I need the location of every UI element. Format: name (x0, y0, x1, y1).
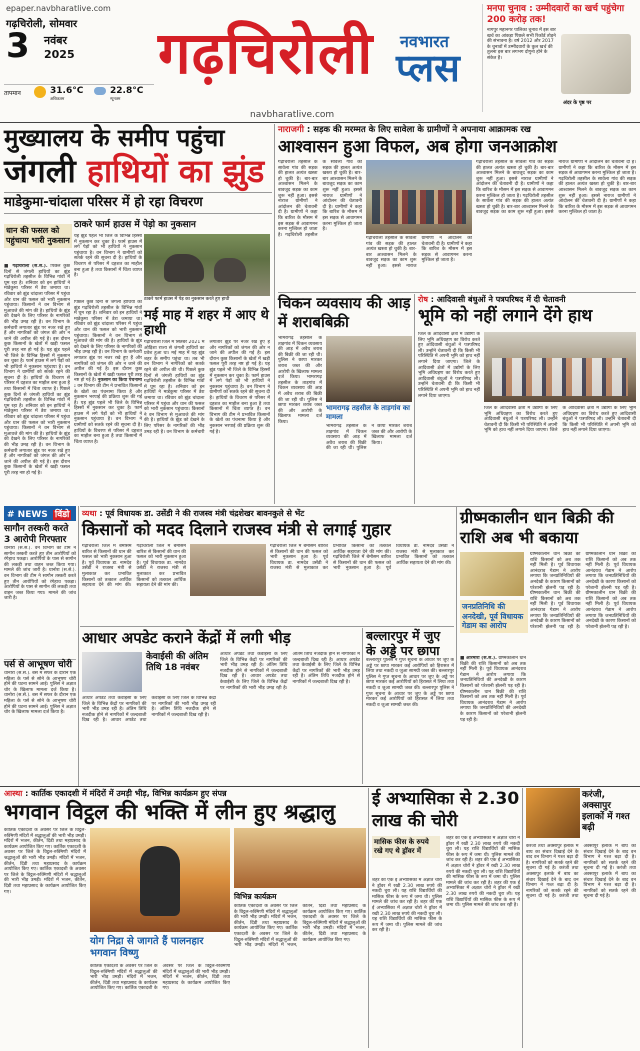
elephant-title-part-b: हाथियों का झुंड (86, 152, 265, 190)
news-item1-text-a: धानोरा (स.से.). वन विभाग की टीम ने सागौन तस्करी करते हुए तीन आरोपियों को रंगेहाथ पकड़ा। आरोपियों के पास से सागौन की लकड़ी तथा वाहन जब्त किया गया। मामले की जांच जारी है। (4, 546, 76, 574)
news-window-label: # NEWS (7, 510, 48, 520)
promo-text: नागपुर महानगर पालिका चुनाव में इस बार खर्च का आंकड़ा पिछले सभी रिकॉर्ड तोड़ने की संभावना है। वर्ष 2012 और 2017 के चुनावों में उम्मीदवारों के कुल खर्च की तुलना इस बार लगभग दोगुना होने के संकेत हैं। (487, 28, 556, 61)
theft-text-c: शहर की एक ई अभ्यासिका में अज्ञात चोरों ने ड्रॉवर में रखी 2.30 लाख रुपये की नकदी चुरा ली। यह राशि विद्यार्थियों की मासिक फीस के रूप में जमा थी। पुलिस मामले की जांच कर रही है। (446, 836, 520, 864)
aadhar-text-d: आधार अपडेट तथा केवाईसी के लिए जिले के विभिन्न केंद्रों पर नागरिकों की भारी भीड़ उमड़ रही है। अंतिम तिथि नजदीक होने से नागरिकों में जल्दबाजी दिख रही है। (220, 652, 360, 691)
naraji-text-b: गढ़चिरोली तहसील के सावेला गांव की सड़क की हालत अत्यंत खस्ता हो चुकी है। बार-बार आश्वासन मिलने के बावजूद सड़क का काम शुरू नहीं हुआ। इससे नाराज ग्रामीणों ने आंदोलन की चेतावनी दी है। ग्रामीणों ने कहा कि बारिश के मौसम में इस सड़क से आवागमन करना मुश्किल हो जाता है। (285, 160, 362, 238)
naraji-body-b (366, 236, 472, 288)
aadhar-side-box (146, 652, 216, 674)
weather-label: तापमान (4, 90, 21, 97)
aadhar-photo (82, 652, 142, 692)
theft-sub: मासिक फीस के रुपये रखे गए थे ड्रॉवर में (374, 838, 429, 855)
dhan-text-d: ग्रीष्मकालीन धान बिक्री की राशि किसानों को अब तक नहीं मिली है। पूर्व विधायक आनंदराव गेडाम ने आरोप लगाया कि जनप्रतिनिधियों की अनदेखी के कारण किसानों को परेशानी झेलनी पड़ रही है। (530, 591, 581, 630)
farmers-body-a (82, 544, 186, 624)
adivasi-kicker: रोष (418, 295, 428, 304)
date-year: 2025 (44, 48, 75, 61)
elephant-photo (144, 234, 270, 296)
dhan-story (460, 508, 636, 782)
naraji-story (278, 124, 636, 292)
promo-headline: मनपा चुनाव : उम्मीदवारों का खर्च पहुंचेगा 200 करोड़ तक! (487, 4, 625, 25)
brand-bottom: प्लस (396, 46, 460, 90)
aadhar-story (82, 628, 360, 784)
may-head: मई माह में शहर में आए थे हाथी (144, 308, 269, 338)
elephant-body-b (74, 234, 142, 294)
news-item2-text-a: धानोरा (स.से.). बस में सफर के दौरान एक महिला के पर्स से सोने के आभूषण चोरी होने की घटना सामने आई। पुलिस ने अज्ञात चोर के खिलाफ मामला दर्ज किया है। (4, 671, 76, 693)
idol-shape (140, 846, 180, 916)
naraji-text-d: गढ़चिरोली तहसील के सावेला गांव की सड़क की हालत अत्यंत खस्ता हो चुकी है। बार-बार आश्वासन मिलने के बावजूद सड़क का काम शुरू नहीं हुआ। इससे नाराज ग्रामीणों ने आंदोलन की चेतावनी दी है। ग्रामीणों ने कहा कि बारिश के मौसम में इस सड़क से आवागमन करना मुश्किल हो जाता है। (476, 160, 554, 199)
farmers-text-a: गढ़चिरोली जिले में बेमौसम बारिश से किसानों की धान की फसल को भारी नुकसान हुआ है। पूर्व विधायक डा. नामदेव उसेंडी ने राजस्व मंत्री से मुलाकात कर प्रभावित किसानों को तत्काल आर्थिक सहायता देने की मांग की। (82, 544, 132, 589)
loss-text: वन विभाग की टीम ने प्रभावित किसानों के खेतों का पंचनामा किया है और नुकसान भरपाई की प्रक्रिया शुरू की गई है। (74, 383, 142, 406)
promo-box (482, 4, 640, 112)
naraji-kicker-line (278, 124, 636, 136)
adivasi-story (418, 294, 636, 504)
ballarpur-title: बल्लारपुर में जुए के अड्डे पर छापा (366, 628, 441, 658)
aadhar-title: आधार अपडेट कराने केंद्रों में लगी भीड़ (82, 629, 291, 647)
farmers-photo (190, 544, 266, 596)
dhan-text-f: ग्रीष्मकालीन धान बिक्री की राशि किसानों को अब तक नहीं मिली है। पूर्व विधायक आनंदराव गेडाम ने आरोप लगाया कि जनप्रतिनिधियों की अनदेखी के कारण किसानों को परेशानी झेलनी पड़ रही है। (585, 591, 636, 630)
vitthal-body-b (90, 964, 230, 1044)
elephant-byline: ■ गढ़चिरोली (स.से.). (4, 264, 48, 269)
news-item1-head: सागौन तस्करी करते 3 आरोपी गिरफ्तार (4, 524, 69, 545)
weather-box (4, 84, 154, 103)
adivasi-body-a (418, 332, 480, 500)
farmers-title: किसानों को मदद दिलाने राजस्व मंत्री से लगाई गुहार (82, 520, 391, 539)
naraji-body-a (278, 160, 362, 288)
karanji-text-b: करंजी तथा अक्सापुर इलाके में बाघ का संचार दिखाई देने के बाद वन विभाग ने गश्त बढ़ा दी है। नागरिकों को सतर्क रहने की सूचना दी गई है। (526, 866, 579, 900)
elephant-body-c-text: पिछले कुछ दिनों से जंगली हाथियों का झुंड गढ़चिरोली तहसील के विभिन्न गांवों में घूम रहा है। शनिवार को इन हाथियों ने माडेकुमा परिसर में डेरा जमाया था। रविवार को झुंड चांदाला परिसर में पहुंचा और धान की फसल को भारी नुकसान पहुंचाया। किसानों ने वन विभाग से मुआवजे की मांग की है। हाथियों के झुंड को देखने के लिए परिसर के नागरिकों की भीड़ उमड़ रही है। वन विभाग के कर्मचारी लगातार झुंड पर नजर रखे हुए हैं और नागरिकों को जंगल की ओर न जाने की अपील की गई है। इस दौरान कुछ किसानों के खेतों में खड़ी फसल पूरी तरह नष्ट हो गई है। (74, 300, 142, 384)
naraji-text-f: गढ़चिरोली तहसील के सावेला गांव की सड़क की हालत अत्यंत खस्ता हो चुकी है। बार-बार आश्वासन मिलने के बावजूद सड़क का काम शुरू नहीं हुआ। इससे नाराज ग्रामीणों ने आंदोलन की चेतावनी दी है। ग्रामीणों ने कहा कि बारिश के मौसम में इस सड़क से आवागमन करना मुश्किल हो जाता है। (558, 176, 636, 216)
chicken-photo (326, 336, 412, 402)
vitthal-text-a: कार्तिक एकादशी के अवसर पर जिले के विट्ठल-रुक्मिणी मंदिरों में श्रद्धालुओं की भारी भीड़ उमड़ी। मंदिरों में भजन, कीर्तन, दिंडी तथा महाप्रसाद के कार्यक्रम आयोजित किए गए। (4, 828, 86, 850)
paddy-side-box (4, 224, 72, 248)
adivasi-text-b: जिले के आदिवासी क्षेत्रों में उद्योगों के लिए भूमि अधिग्रहण का विरोध करते हुए आदिवासी बंधुओं ने पत्रपरिषद ली। उन्होंने चेतावनी दी कि किसी भी परिस्थिति में अपनी भूमि को हाथ नहीं लगाने दिया जाएगा। (418, 359, 480, 399)
elephant-title-line2 (4, 152, 272, 190)
elephant-deck: ठाकरे फार्म हाउस में पेड़ो का नुकसान (74, 220, 196, 230)
adivasi-text-d: जिले के आदिवासी क्षेत्रों में उद्योगों के लिए भूमि अधिग्रहण का विरोध करते हुए आदिवासी बंधुओं ने पत्रपरिषद ली। उन्होंने चेतावनी दी कि किसी भी परिस्थिति में अपनी भूमि को हाथ नहीं लगाने दिया जाएगा। (549, 406, 636, 434)
theft-text-d: शहर की एक ई अभ्यासिका में अज्ञात चोरों ने ड्रॉवर में रखी 2.30 लाख रुपये की नकदी चुरा ली। यह राशि विद्यार्थियों की मासिक फीस के रूप में जमा थी। पुलिस मामले की जांच कर रही है। (446, 858, 520, 886)
adivasi-text-c: जिले के आदिवासी क्षेत्रों में उद्योगों के लिए भूमि अधिग्रहण का विरोध करते हुए आदिवासी बंधुओं ने पत्रपरिषद ली। उन्होंने चेतावनी दी कि किसी भी परिस्थिति में अपनी भूमि को हाथ नहीं लगाने दिया जाएगा। (484, 406, 558, 434)
vitthal-kicker: आस्था (4, 789, 23, 798)
ballarpur-story (366, 628, 454, 784)
temp-max-label: अधिकतम (50, 96, 65, 101)
sun-icon (34, 86, 46, 98)
aadhar-text-c: आधार अपडेट तथा केवाईसी के लिए जिले के विभिन्न केंद्रों पर नागरिकों की भारी भीड़ उमड़ रही है। अंतिम तिथि नजदीक होने से नागरिकों में जल्दबाजी दिख रही है। (220, 652, 288, 680)
karanji-text-c: करंजी तथा अक्सापुर इलाके में बाघ का संचार दिखाई देने के बाद वन विभाग ने गश्त बढ़ा दी है। नागरिकों को सतर्क रहने की सूचना दी गई है। (559, 844, 636, 900)
chicken-text-a: भामरागढ़ तहसील के ताड़गांव में चिकन व्यवसाय की आड़ में अवैध शराब की बिक्री की जा रही थी। पुलिस ने छापा मारकर शराब जब्त की और आरोपी के खिलाफ मामला दर्ज किया। (278, 336, 322, 381)
karanji-body (526, 844, 636, 1044)
promo-more: अंदर के पृष्ठ पर (563, 100, 592, 106)
naraji-text-e: गढ़चिरोली तहसील के सावेला गांव की सड़क की हालत अत्यंत खस्ता हो चुकी है। बार-बार आश्वासन मिलने के बावजूद सड़क का काम शुरू नहीं हुआ। इससे नाराज ग्रामीणों ने आंदोलन की चेतावनी दी है। ग्रामीणों ने कहा कि बारिश के मौसम में इस सड़क से आवागमन करना मुश्किल हो जाता है। (476, 160, 636, 216)
adivasi-text-a: जिले के आदिवासी क्षेत्रों में उद्योगों के लिए भूमि अधिग्रहण का विरोध करते हुए आदिवासी बंधुओं ने पत्रपरिषद ली। उन्होंने चेतावनी दी कि किसी भी परिस्थिति में अपनी भूमि को हाथ नहीं लगाने दिया जाएगा। (418, 332, 480, 365)
vitthal-photo-2 (234, 828, 366, 888)
vitthal-kicker-line (4, 788, 366, 799)
news-window-label2: विंडो (54, 510, 70, 520)
vitthal-text-f: कार्तिक एकादशी के अवसर पर जिले के विट्ठल-रुक्मिणी मंदिरों में श्रद्धालुओं की भारी भीड़ उमड़ी। मंदिरों में भजन, कीर्तन, दिंडी तथा महाप्रसाद के कार्यक्रम आयोजित किए गए। (234, 904, 298, 932)
dhan-text-b: ग्रीष्मकालीन धान बिक्री की राशि किसानों को अब तक नहीं मिली है। पूर्व विधायक आनंदराव गेडाम ने आरोप लगाया कि जनप्रतिनिधियों की अनदेखी के कारण किसानों को परेशानी झेलनी पड़ रही है। (460, 689, 526, 723)
people-shape (492, 358, 628, 396)
vitthal-body-c (234, 904, 366, 1044)
may-text-a: गढ़चिरोली जिले में सितंबर 2021 में ओड़िशा राज्य से जंगली हाथियों का प्रवेश हुआ था। मई माह में यह झुंड शहर के समीप पहुंचा था। तब भी वन विभाग ने नागरिकों को सतर्क रहने की अपील की थी। (144, 340, 205, 373)
elephant-photo-caption: ठाकरे फार्म हाउस में पेड़ का नुकसान करते हुए हाथी (144, 297, 230, 302)
news-item2-text (4, 671, 76, 771)
vitthal-story (4, 788, 366, 1048)
farmers-kicker: व्यथा (82, 509, 97, 518)
temp-min: 22.8°C (110, 86, 144, 96)
farmers-lead: : पूर्व विधायक डा. उसेंडी ने की राजस्व मंत्री चंद्रशेखर बावनकुले से भेंट (96, 509, 305, 518)
ballarpur-text-a: बल्लारपुर पुलिस ने गुप्त सूचना के आधार पर जुए के अड्डे पर छापा मारकर कई आरोपियों को हिरासत में लिया तथा नकदी व जुआ सामग्री जब्त की। (366, 658, 454, 675)
brand-top: नवभारत (400, 32, 449, 51)
aadhar-body-a (82, 696, 216, 784)
elephant-title-part-a: जंगली (4, 152, 87, 190)
naraji-lead: : सड़क की मरम्मत के लिए सावेला के ग्रामीणों ने अपनाया आक्रामक रख (303, 125, 531, 135)
vitthal-side-head: विभिन्न कार्यक्रम (234, 892, 277, 901)
elephant-body-b2: यह झुंड पहले भी जिले के विभिन्न हिस्सों में नुकसान कर चुका है। फार्म हाउस में लगे पेड़ों को भी हाथियों ने नुकसान पहुंचाया है। वन विभाग ने ग्रामीणों को सतर्क रहने की सूचना दी है। हाथियों के विचरण से परिसर में दहशत का माहौल बना हुआ है तथा किसानों में चिंता व्याप्त है। (74, 234, 142, 279)
may-text-b: पिछले कुछ दिनों से जंगली हाथियों का झुंड गढ़चिरोली तहसील के विभिन्न गांवों में घूम रहा है। शनिवार को इन हाथियों ने माडेकुमा परिसर में डेरा जमाया था। रविवार को झुंड चांदाला परिसर में पहुंचा और धान की फसल को भारी नुकसान पहुंचाया। किसानों ने वन विभाग से मुआवजे की मांग की है। हाथियों के झुंड को देखने के लिए परिसर के नागरिकों की भीड़ उमड़ रही है। वन विभाग के कर्मचारी लगातार झुंड पर नजर रखे हुए हैं और नागरिकों को जंगल की ओर न जाने की अपील की गई है। इस दौरान कुछ किसानों के खेतों में खड़ी फसल पूरी तरह नष्ट हो गई है। (144, 340, 270, 435)
naraji-photo (366, 160, 472, 234)
dhan-body-b (530, 552, 636, 782)
site-url[interactable]: navbharatlive.com (250, 110, 335, 120)
adivasi-lead: : आदिवासी बंधुओं ने पत्रपरिषद में दी चेतावनी (427, 295, 566, 304)
chicken-text-c: भामरागढ़ तहसील के ताड़गांव में चिकन व्यवसाय की आड़ में अवैध शराब की बिक्री की जा रही थी। पुलिस ने छापा मारकर शराब जब्त की और आरोपी के खिलाफ मामला दर्ज किया। (326, 424, 412, 452)
vitthal-subtitle: योग निद्रा से जागते हैं पालनहार भगवान विष्णु (90, 936, 204, 959)
chicken-body-a (278, 336, 322, 500)
elephant-title-line1: मुख्यालय के समीप पहुंचा (4, 124, 225, 152)
news-window-header (4, 506, 76, 521)
vitthal-title: भगवान विट्ठल की भक्ति में लीन हुए श्रद्धालु (4, 800, 336, 824)
theft-body-a (372, 878, 442, 1044)
aadhar-text-b: आधार अपडेट तथा केवाईसी के लिए जिले के विभिन्न केंद्रों पर नागरिकों की भारी भीड़ उमड़ रही है। अंतिम तिथि नजदीक होने से नागरिकों में जल्दबाजी दिख रही है। (110, 696, 216, 724)
theft-text-e: शहर की एक ई अभ्यासिका में अज्ञात चोरों ने ड्रॉवर में रखी 2.30 लाख रुपये की नकदी चुरा ली। यह राशि विद्यार्थियों की मासिक फीस के रूप में जमा थी। पुलिस मामले की जांच कर रही है। (446, 880, 520, 909)
chicken-text-b: भामरागढ़ तहसील के ताड़गांव में चिकन व्यवसाय की आड़ में अवैध शराब की बिक्री की जा रही थी। पुलिस ने छापा मारकर शराब जब्त की और आरोपी के खिलाफ मामला दर्ज किया। (278, 375, 322, 425)
vitthal-text-e: कार्तिक एकादशी के अवसर पर जिले के विट्ठल-रुक्मिणी मंदिरों में श्रद्धालुओं की भारी भीड़ उमड़ी। मंदिरों में भजन, कीर्तन, दिंडी तथा महाप्रसाद के कार्यक्रम आयोजित किए गए। (124, 964, 230, 992)
aadhar-body-b (220, 652, 360, 784)
ballarpur-text-c: बल्लारपुर पुलिस ने गुप्त सूचना के आधार पर जुए के अड्डे पर छापा मारकर कई आरोपियों को हिरासत में लिया तथा नकदी व जुआ सामग्री जब्त की। (366, 685, 454, 708)
elephant-body-a-text: पिछले कुछ दिनों से जंगली हाथियों का झुंड गढ़चिरोली तहसील के विभिन्न गांवों में घूम रहा है। शनिवार को इन हाथियों ने माडेकुमा परिसर में डेरा जमाया था। रविवार को झुंड चांदाला परिसर में पहुंचा और धान की फसल को भारी नुकसान पहुंचाया। किसानों ने वन विभाग से मुआवजे की मांग की है। हाथियों के झुंड को देखने के लिए परिसर के नागरिकों की भीड़ उमड़ रही है। वन विभाग के कर्मचारी लगातार झुंड पर नजर रखे हुए हैं और नागरिकों को जंगल की ओर न जाने की अपील की गई है। इस दौरान कुछ किसानों के खेतों में खड़ी फसल पूरी तरह नष्ट हो गई है। (4, 264, 70, 353)
dhan-text-c: ग्रीष्मकालीन धान बिक्री की राशि किसानों को अब तक नहीं मिली है। पूर्व विधायक आनंदराव गेडाम ने आरोप लगाया कि जनप्रतिनिधियों की अनदेखी के कारण किसानों को परेशानी झेलनी पड़ रही है। (530, 552, 581, 591)
naraji-title: आश्वासन हुआ विफल, अब होगा जनआक्रोश (278, 137, 557, 157)
adivasi-photo (484, 332, 636, 402)
elephant-shape-2 (214, 258, 246, 282)
theft-text-b: शहर की एक ई अभ्यासिका में अज्ञात चोरों ने ड्रॉवर में रखी 2.30 लाख रुपये की नकदी चुरा ली। यह राशि विद्यार्थियों की मासिक फीस के रूप में जमा थी। पुलिस मामले की जांच कर रही है। (372, 900, 442, 934)
date-month: नवंबर (44, 34, 68, 47)
chicken-caption: भामरागढ़ तहसील के ताड़गांव का मामला (326, 404, 410, 421)
naraji-body-c (476, 160, 636, 288)
elephant-body-a-repeat: पिछले कुछ दिनों से जंगली हाथियों का झुंड गढ़चिरोली तहसील के विभिन्न गांवों में घूम रहा है। शनिवार को इन हाथियों ने माडेकुमा परिसर में डेरा जमाया था। रविवार को झुंड चांदाला परिसर में पहुंचा और धान की फसल को भारी नुकसान पहुंचाया। किसानों ने वन विभाग से मुआवजे की मांग की है। हाथियों के झुंड को देखने के लिए परिसर के नागरिकों की भीड़ उमड़ रही है। वन विभाग के कर्मचारी लगातार झुंड पर नजर रखे हुए हैं और नागरिकों को जंगल की ओर न जाने की अपील की गई है। इस दौरान कुछ किसानों के खेतों में खड़ी फसल पूरी तरह नष्ट हो गई है। (4, 387, 70, 476)
temp-max: 31.6°C (50, 86, 84, 96)
news-window (4, 506, 76, 786)
news-item2-text-b: धानोरा (स.से.). बस में सफर के दौरान एक महिला के पर्स से सोने के आभूषण चोरी होने की घटना सामने आई। पुलिस ने अज्ञात चोर के खिलाफ मामला दर्ज किया है। (4, 693, 76, 716)
chicken-story (278, 294, 412, 504)
adivasi-body-b (484, 406, 636, 500)
farmers-text-d: गढ़चिरोली जिले में बेमौसम बारिश से किसानों की धान की फसल को भारी नुकसान हुआ है। पूर्व विधायक डा. नामदेव उसेंडी ने राजस्व मंत्री से मुलाकात कर प्रभावित किसानों को तत्काल आर्थिक सहायता देने की मांग की। (333, 544, 454, 572)
theft-story (372, 788, 520, 1048)
vitthal-text-d: कार्तिक एकादशी के अवसर पर जिले के विट्ठल-रुक्मिणी मंदिरों में श्रद्धालुओं की भारी भीड़ उमड़ी। मंदिरों में भजन, कीर्तन, दिंडी तथा महाप्रसाद के कार्यक्रम आयोजित किए गए। (90, 964, 158, 992)
naraji-text-a: गढ़चिरोली तहसील के सावेला गांव की सड़क की हालत अत्यंत खस्ता हो चुकी है। बार-बार आश्वासन मिलने के बावजूद सड़क का काम शुरू नहीं हुआ। इससे नाराज ग्रामीणों ने आंदोलन की चेतावनी दी है। ग्रामीणों ने कहा कि बारिश के मौसम में इस सड़क से आवागमन करना मुश्किल हो जाता है। (278, 160, 318, 238)
dhan-side: जनप्रतिनिधि की अनदेखी, पूर्व विधायक गेडाम का आरोप (462, 602, 524, 630)
newspaper-title: गढ़चिरोली (158, 19, 374, 87)
paddy-side-head: धान की फसल को पहुंचाया भारी नुकसान (6, 226, 70, 245)
crowd-shape (372, 190, 466, 224)
dhan-photo (460, 552, 524, 596)
karanji-text-d: करंजी तथा अक्सापुर इलाके में बाघ का संचार दिखाई देने के बाद वन विभाग ने गश्त बढ़ा दी है। नागरिकों को सतर्क रहने की सूचना दी गई है। (583, 866, 636, 900)
dhan-title: ग्रीष्मकालीन धान बिक्री की राशि अब भी बकाया (460, 508, 614, 547)
elephant-body-c2: यह झुंड पहले भी जिले के विभिन्न हिस्सों में नुकसान कर चुका है। फार्म हाउस में लगे पेड़ों को भी हाथियों ने नुकसान पहुंचाया है। वन विभाग ने ग्रामीणों को सतर्क रहने की सूचना दी है। हाथियों के विचरण से परिसर में दहशत का माहौल बना हुआ है तथा किसानों में चिंता व्याप्त है। (74, 400, 142, 445)
elephant-shape (164, 254, 204, 282)
aadhar-side: केवाईसी की अंतिम तिथि 18 नवंबर (146, 652, 209, 673)
farmers-body-b (270, 544, 454, 624)
dhan-byline: ■ आरमोरी (स.से.). (460, 656, 497, 661)
karanji-story (526, 788, 636, 1048)
masthead (0, 0, 640, 130)
farmers-story (82, 508, 454, 624)
date-day: 3 (6, 26, 30, 66)
naraji-kicker: नाराजगी (278, 125, 304, 135)
theft-title: ई अभ्यासिका से 2.30 लाख की चोरी (372, 789, 520, 831)
karanji-text-a: करंजी तथा अक्सापुर इलाके में बाघ का संचार दिखाई देने के बाद वन विभाग ने गश्त बढ़ा दी है। नागरिकों को सतर्क रहने की सूचना दी गई है। (526, 844, 579, 872)
adivasi-kicker-line (418, 294, 636, 305)
dhan-body-a (460, 656, 526, 782)
ballarpur-body (366, 658, 454, 766)
ballarpur-text-b: बल्लारपुर पुलिस ने गुप्त सूचना के आधार पर जुए के अड्डे पर छापा मारकर कई आरोपियों को हिरासत में लिया तथा नकदी व जुआ सामग्री जब्त की। (366, 669, 454, 691)
chicken-title: चिकन व्यवसाय की आड़ में शराबबिक्री (278, 294, 411, 331)
farmers-text-b: गढ़चिरोली जिले में बेमौसम बारिश से किसानों की धान की फसल को भारी नुकसान हुआ है। पूर्व विधायक डा. नामदेव उसेंडी ने राजस्व मंत्री से मुलाकात कर प्रभावित किसानों को तत्काल आर्थिक सहायता देने की मांग की। (136, 544, 186, 589)
theft-sub-box (372, 836, 440, 858)
may-text-d: वन विभाग की टीम ने प्रभावित किसानों के खेतों का पंचनामा किया है और नुकसान भरपाई की प्रक्रिया शुरू की गई है। (209, 407, 270, 435)
vitthal-body-a (4, 828, 86, 1044)
news-item2-head: पर्स से आभूषण चोरी (4, 659, 76, 671)
farmers-text-c: गढ़चिरोली जिले में बेमौसम बारिश से किसानों की धान की फसल को भारी नुकसान हुआ है। पूर्व विधायक डा. नामदेव उसेंडी ने राजस्व मंत्री से मुलाकात कर प्रभावित किसानों को तत्काल आर्थिक सहायता देने की मांग की। (270, 544, 391, 572)
aadhar-text-a: आधार अपडेट तथा केवाईसी के लिए जिले के विभिन्न केंद्रों पर नागरिकों की भारी भीड़ उमड़ रही है। अंतिम तिथि नजदीक होने से नागरिकों में जल्दबाजी दिख रही है। (82, 696, 147, 724)
may-text-c: यह झुंड पहले भी जिले के विभिन्न हिस्सों में नुकसान कर चुका है। फार्म हाउस में लगे पेड़ों को भी हाथियों ने नुकसान पहुंचाया है। वन विभाग ने ग्रामीणों को सतर्क रहने की सूचना दी है। हाथियों के विचरण से परिसर में दहशत का माहौल बना हुआ है तथा किसानों में चिंता व्याप्त है। (209, 362, 270, 413)
evm-image (561, 34, 631, 94)
elephant-body-b-text: यह झुंड पहले भी जिले के विभिन्न हिस्सों में नुकसान कर चुका है। फार्म हाउस में लगे पेड़ों को भी हाथियों ने नुकसान पहुंचाया है। वन विभाग ने ग्रामीणों को सतर्क रहने की सूचना दी है। हाथियों के विचरण से परिसर में दहशत का माहौल बना हुआ है तथा किसानों में चिंता व्याप्त है। (4, 347, 70, 393)
chicken-body-b (326, 424, 412, 500)
aadhar-text-e: आधार अपडेट तथा केवाईसी के लिए जिले के विभिन्न केंद्रों पर नागरिकों की भारी भीड़ उमड़ रही है। अंतिम तिथि नजदीक होने से नागरिकों में जल्दबाजी दिख रही है। (292, 657, 360, 685)
adivasi-title: भूमि को नहीं लगाने देंगे हाथ (418, 306, 593, 326)
city-day: गढ़चिरोली, सोमवार (6, 19, 78, 30)
cloud-icon (94, 87, 106, 95)
news-item1-text (4, 546, 76, 656)
dhan-side-box (460, 600, 528, 633)
dhan-text-a: ग्रीष्मकालीन धान बिक्री की राशि किसानों को अब तक नहीं मिली है। पूर्व विधायक आनंदराव गेडाम ने आरोप लगाया कि जनप्रतिनिधियों की अनदेखी के कारण किसानों को परेशानी झेलनी पड़ रही है। (460, 656, 526, 689)
vitthal-text-b: कार्तिक एकादशी के अवसर पर जिले के विट्ठल-रुक्मिणी मंदिरों में श्रद्धालुओं की भारी भीड़ उमड़ी। मंदिरों में भजन, कीर्तन, दिंडी तथा महाप्रसाद के कार्यक्रम आयोजित किए गए। (4, 844, 86, 873)
vitthal-lead: : कार्तिक एकादशी में मंदिरों में उमड़ी भीड़, विभिन्न कार्यक्रम हुए संपन्न (22, 789, 227, 798)
news-item1-text-b: धानोरा (स.से.). वन विभाग की टीम ने सागौन तस्करी करते हुए तीन आरोपियों को रंगेहाथ पकड़ा। आरोपियों के पास से सागौन की लकड़ी तथा वाहन जब्त किया गया। मामले की जांच जारी है। (4, 568, 76, 602)
theft-body-b (446, 836, 520, 1044)
temp-min-label: न्यूनतम (110, 96, 121, 101)
vitthal-text-g: कार्तिक एकादशी के अवसर पर जिले के विट्ठल-रुक्मिणी मंदिरों में श्रद्धालुओं की भारी भीड़ उमड़ी। मंदिरों में भजन, कीर्तन, दिंडी तथा महाप्रसाद के कार्यक्रम आयोजित किए गए। (234, 904, 366, 949)
tiger-photo (526, 788, 580, 838)
vitthal-photo (90, 828, 230, 932)
vitthal-text-c: कार्तिक एकादशी के अवसर पर जिले के विट्ठल-रुक्मिणी मंदिरों में श्रद्धालुओं की भारी भीड़ उमड़ी। मंदिरों में भजन, कीर्तन, दिंडी तथा महाप्रसाद के कार्यक्रम आयोजित किए गए। (4, 867, 86, 895)
dhan-text-e: ग्रीष्मकालीन धान बिक्री की राशि किसानों को अब तक नहीं मिली है। पूर्व विधायक आनंदराव गेडाम ने आरोप लगाया कि जनप्रतिनिधियों की अनदेखी के कारण किसानों को परेशानी झेलनी पड़ रही है। (585, 552, 636, 591)
theft-text-a: शहर की एक ई अभ्यासिका में अज्ञात चोरों ने ड्रॉवर में रखी 2.30 लाख रुपये की नकदी चुरा ली। यह राशि विद्यार्थियों की मासिक फीस के रूप में जमा थी। पुलिस मामले की जांच कर रही है। (372, 878, 442, 906)
naraji-text-c: गढ़चिरोली तहसील के सावेला गांव की सड़क की हालत अत्यंत खस्ता हो चुकी है। बार-बार आश्वासन मिलने के बावजूद सड़क का काम शुरू नहीं हुआ। इससे नाराज ग्रामीणों ने आंदोलन की चेतावनी दी है। ग्रामीणों ने कहा कि बारिश के मौसम में इस सड़क से आवागमन करना मुश्किल हो जाता है। (366, 236, 472, 269)
elephant-subtitle: माडेकुमा-चांदाला परिसर में हो रहा विचरण (4, 192, 272, 214)
epaper-url[interactable]: epaper.navbharatlive.com (6, 4, 111, 13)
farmers-kicker-line (82, 508, 454, 519)
vitthal-text-h: कार्तिक एकादशी के अवसर पर जिले के विट्ठल-रुक्मिणी मंदिरों में श्रद्धालुओं की भारी भीड़ उमड़ी। मंदिरों में भजन, कीर्तन, दिंडी तथा महाप्रसाद के कार्यक्रम आयोजित किए गए। (302, 909, 366, 943)
loss-head: नुकसान का किया पंचनामा : (74, 378, 142, 389)
karanji-title: करंजी, अक्सापुर इलाकों में गश्त बढ़ी (582, 790, 630, 833)
